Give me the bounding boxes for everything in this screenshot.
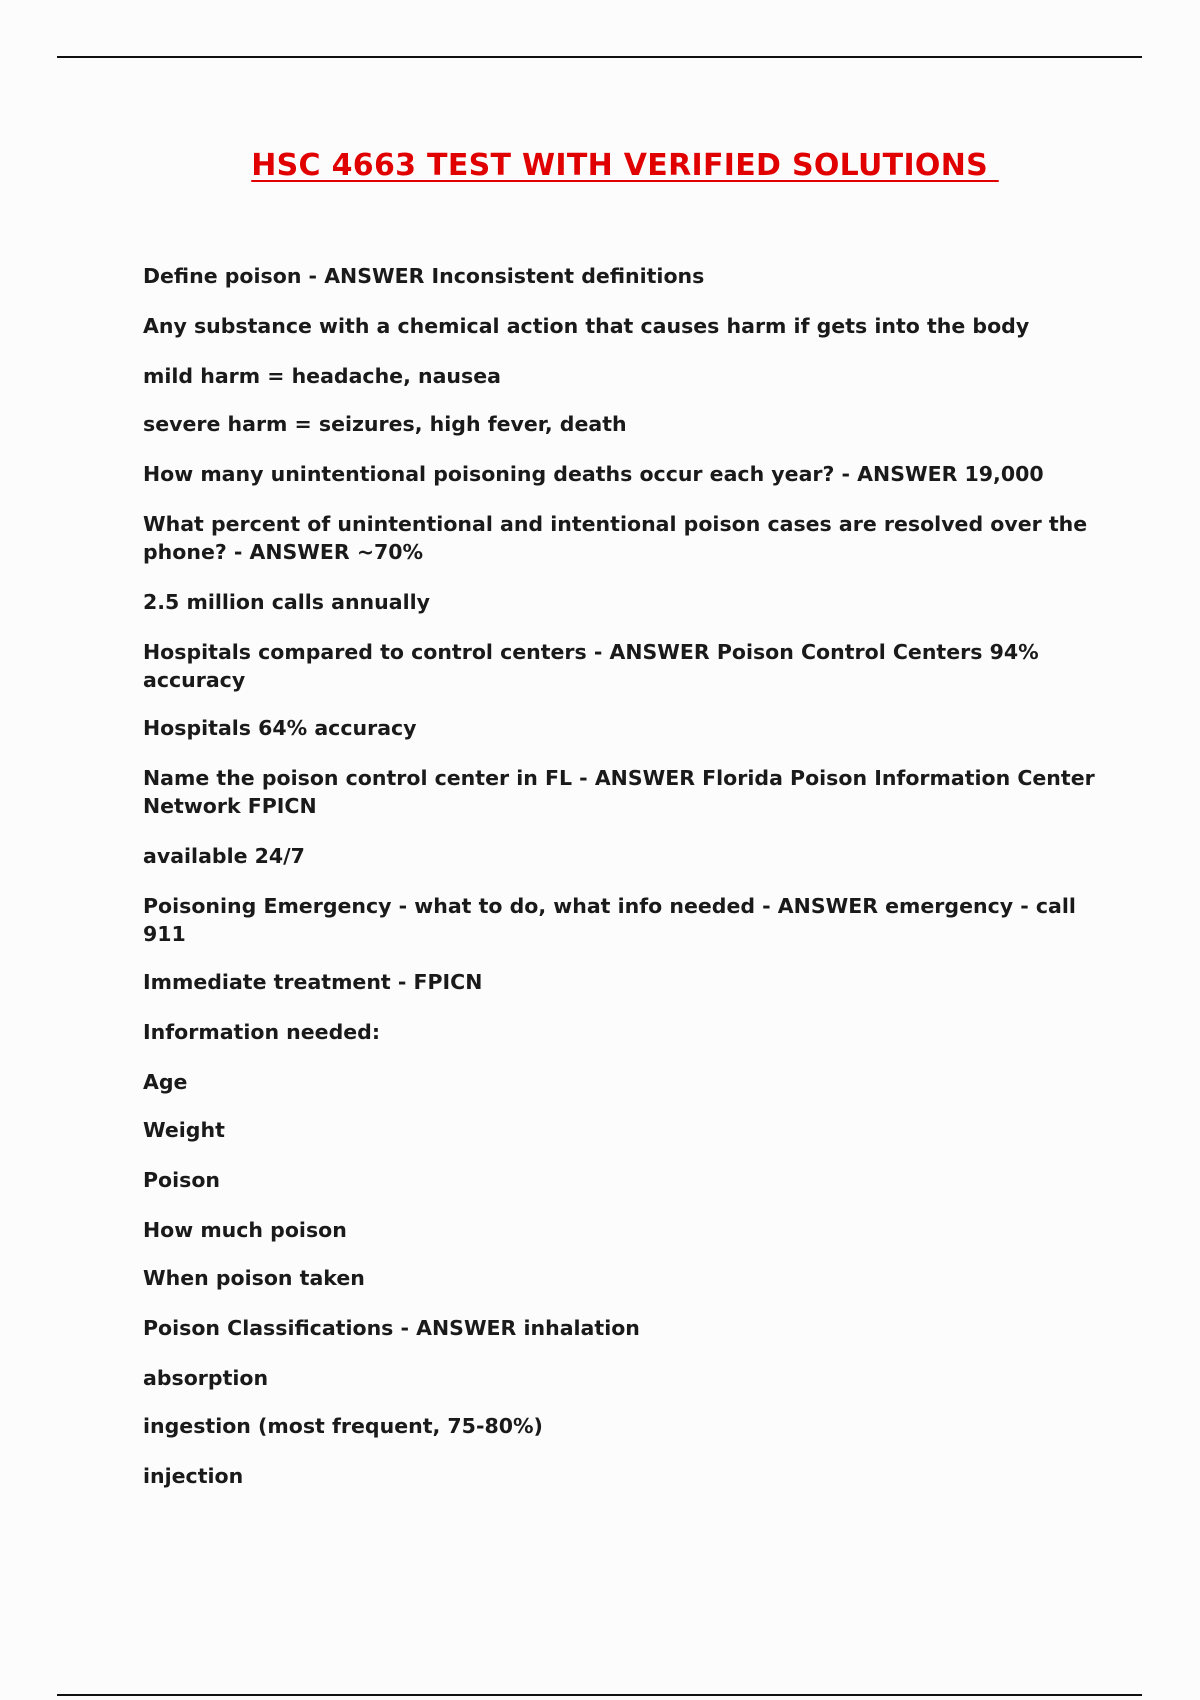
paragraph-17: Poison (143, 1168, 221, 1192)
paragraph-3: mild harm = headache, nausea (143, 364, 501, 388)
paragraph-10: Name the poison control center in FL - ANSWER Florida Poison Information Center Network FPICN (143, 766, 1095, 818)
document-title (0, 148, 1200, 183)
paragraph-11: available 24/7 (143, 844, 305, 868)
paragraph-15: Age (143, 1070, 188, 1094)
paragraph-1: Define poison - ANSWER Inconsistent definitions (143, 264, 705, 288)
paragraph-6: What percent of unintentional and intentional poison cases are resolved over the phone? - ANSWER ~70% (143, 512, 1088, 564)
paragraph-20: Poison Classifications - ANSWER inhalation (143, 1316, 640, 1340)
paragraph-2: Any substance with a chemical action that causes harm if gets into the body (143, 314, 1030, 338)
paragraph-22: ingestion (most frequent, 75-80%) (143, 1414, 543, 1438)
paragraph-4: severe harm = seizures, high fever, death (143, 412, 627, 436)
document-body (143, 262, 1103, 1490)
paragraph-19: When poison taken (143, 1266, 365, 1290)
paragraph-8: Hospitals compared to control centers - ANSWER Poison Control Centers 94% accuracy (143, 640, 1046, 692)
paragraph-23: injection (143, 1464, 244, 1488)
top-rule (57, 56, 1142, 58)
paragraph-18: How much poison (143, 1218, 347, 1242)
paragraph-16: Weight (143, 1118, 225, 1142)
paragraph-14: Information needed: (143, 1020, 381, 1044)
paragraph-9: Hospitals 64% accuracy (143, 716, 417, 740)
paragraph-5: How many unintentional poisoning deaths occur each year? - ANSWER 19,000 (143, 462, 1044, 486)
bottom-rule (57, 1694, 1142, 1696)
paragraph-13: Immediate treatment - FPICN (143, 970, 483, 994)
paragraph-21: absorption (143, 1366, 269, 1390)
document-title-text: HSC 4663 TEST WITH VERIFIED SOLUTIONS (251, 148, 999, 183)
paragraph-7: 2.5 million calls annually (143, 590, 430, 614)
paragraph-12: Poisoning Emergency - what to do, what info needed - ANSWER emergency - call 911 (143, 894, 1084, 946)
